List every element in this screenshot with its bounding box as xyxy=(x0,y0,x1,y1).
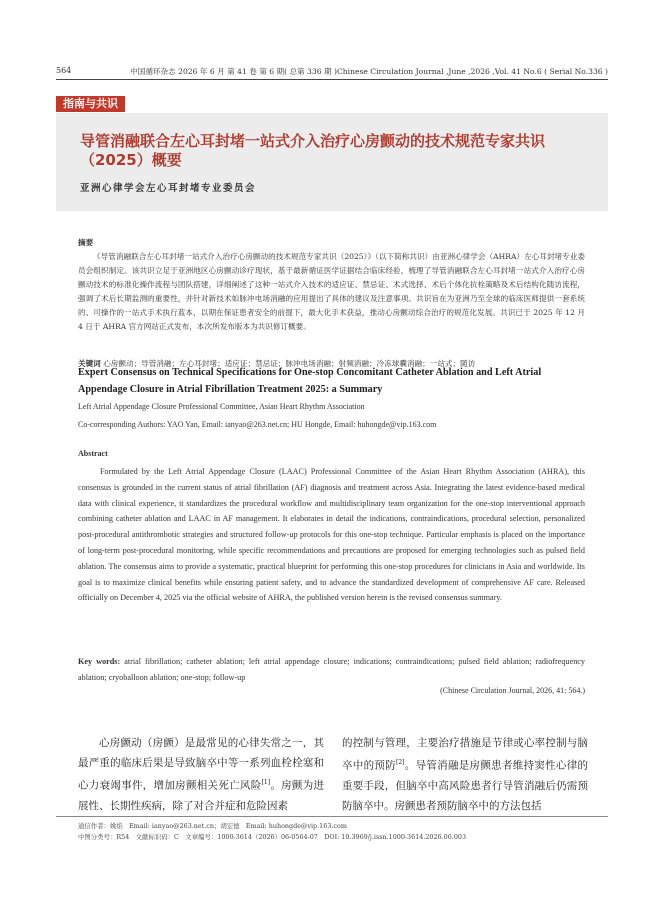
footer-rule xyxy=(56,816,608,817)
en-keywords xyxy=(78,654,585,686)
section-tag: 指南与共识 xyxy=(56,96,125,112)
en-abstract-text: Formulated by the Left Atrial Appendage Closure (LAAC) Professional Committee of the Asian Heart Rhythm Association (AHRA), this consensus is grounded in the current status of atrial fibrillation (AF) diagnosis and treatment across Asia. Integrating the latest evidence-based medical data with clinical experience, it standardizes the procedural workflow and multidisciplinary team organization for the one-stop interventional approach combining catheter ablation and LAAC in AF management. It elaborates in detail the indications, contraindications, procedural selection, personalized post-procedural antithrombotic strategies and structured follow-up protocols for this one-stop technique. Particular emphasis is placed on the importance of long-term post-procedural monitoring, while specific recommendations and precautions are proposed for emerging technologies such as pulsed field ablation. The consensus aims to provide a systematic, practical blueprint for performing this one-stop procedures for clinicians in Asia and worldwide. Its goal is to maximize clinical benefits while ensuring patient safety, and to advance the standardized development of comprehensive AF care. Released officially on December 4, 2025 via the official website of AHRA, the published version herein is the revised consensus summary. xyxy=(78,467,585,603)
citation: (Chinese Circulation Journal, 2026, 41: 564.) xyxy=(440,686,585,695)
body-left-text-a: 心房颤动（房颤）是最常见的心律失常之一，其最严重的临床后果是导致脑卒中等一系列血栓栓塞和心力衰竭事件，增加房颤相关死亡风险 xyxy=(78,737,324,792)
body-right-text-b: 。导管消融是房颤患者维持窦性心律的重要手段，但脑卒中高风险患者行导管消融后仍需预防脑卒中。房颤患者预防脑卒中的方法包括 xyxy=(342,759,589,812)
body-left-column xyxy=(78,733,324,816)
footer-classification: 中图分类号：R54 文献标识码：C 文章编号：1000-3614（2026）06-0564-07 DOI: 10.3969/j.issn.1000-3614.2026.06.003 xyxy=(78,833,467,841)
en-keywords-label: Key words: xyxy=(78,657,121,666)
en-keywords-text: atrial fibrillation; catheter ablation; left atrial appendage closure; indications; contraindications; pulsed field ablation; radiofrequency ablation; cryoballoon ablation; one-stop; follow-up xyxy=(78,657,586,682)
english-title: Expert Consensus on Technical Specifications for One-stop Concomitant Catheter Ablation and Left Atrial Appendage Closure in Atrial Fibrillation Treatment 2025: a Summary xyxy=(78,367,542,395)
footer-correspondence: 通信作者：姚焰 Email: ianyao@263.net.cn；胡宏德 Email: huhongde@vip.163.com xyxy=(78,822,347,830)
body-left-ref: [1] xyxy=(261,779,271,786)
body-right-column xyxy=(342,733,588,816)
body-left-text-b: 。房颤为进展性、长期性疾病，除了对合并症和危险因素 xyxy=(78,779,325,812)
chinese-title: 导管消融联合左心耳封堵一站式介入治疗心房颤动的技术规范专家共识（2025）概要 xyxy=(80,132,546,169)
page-number: 564 xyxy=(56,66,72,75)
cn-abstract-label-text: 摘要 xyxy=(78,238,94,247)
chinese-organization: 亚洲心律学会左心耳封堵专业委员会 xyxy=(80,183,257,194)
en-abstract-label: Abstract xyxy=(78,449,108,458)
english-organization: Left Atrial Appendage Closure Professional Committee, Asian Heart Rhythm Association xyxy=(78,402,365,411)
english-authors: Co-corresponding Authors: YAO Yan, Email: ianyao@263.net.cn; HU Hongde, Email: huhongde@vip.163.com xyxy=(78,420,437,429)
body-right-ref: [2] xyxy=(395,759,405,766)
header-rule xyxy=(56,79,608,80)
body-right-text-a: 的控制与管理，主要治疗措施是节律或心率控制与脑卒中的预防 xyxy=(342,737,588,772)
journal-header: 中国循环杂志 2026 年 6 月 第 41 卷 第 6 期( 总第 336 期 )Chinese Circulation Journal ,June ,2026 ,Vol. 41 No.6 ( Serial No.336 ) xyxy=(130,67,608,76)
cn-abstract-label xyxy=(78,236,585,250)
cn-keywords-text: 心房颤动；导管消融；左心耳封堵；适应证；禁忌证；脉冲电场消融；射频消融；冷冻球囊消融；一站式；随访 xyxy=(103,359,476,368)
cn-abstract-text: 《导管消融联合左心耳封堵一站式介入治疗心房颤动的技术规范专家共识（2025）》（以下简称共识）由亚洲心律学会（AHRA）左心耳封堵专业委员会组织制定。该共识立足于亚洲地区心房颤动诊疗现状，基于最新循证医学证据结合临床经验，梳理了导管消融联合左心耳封堵一站式介入治疗心房颤动技术的标准化操作流程与团队搭建，详细阐述了这种一站式介入技术的适应证、禁忌证、术式选择、术后个体化抗栓策略及术后结构化随访流程，强调了术后长期监测的重要性，并针对新技术如脉冲电场消融的应用提出了具体的建议及注意事项。共识旨在为亚洲乃至全球的临床医师提供一套系统的、可操作的一站式手术执行蓝本，以期在保证患者安全的前提下，最大化手术获益，推动心房颤动综合治疗的规范化发展。共识已于 2025 年 12 月 4 日于 AHRA 官方网站正式发布，本次所发布版本为共识修订概要。 xyxy=(78,252,585,331)
cn-keywords-label: 关键词 xyxy=(78,359,101,368)
